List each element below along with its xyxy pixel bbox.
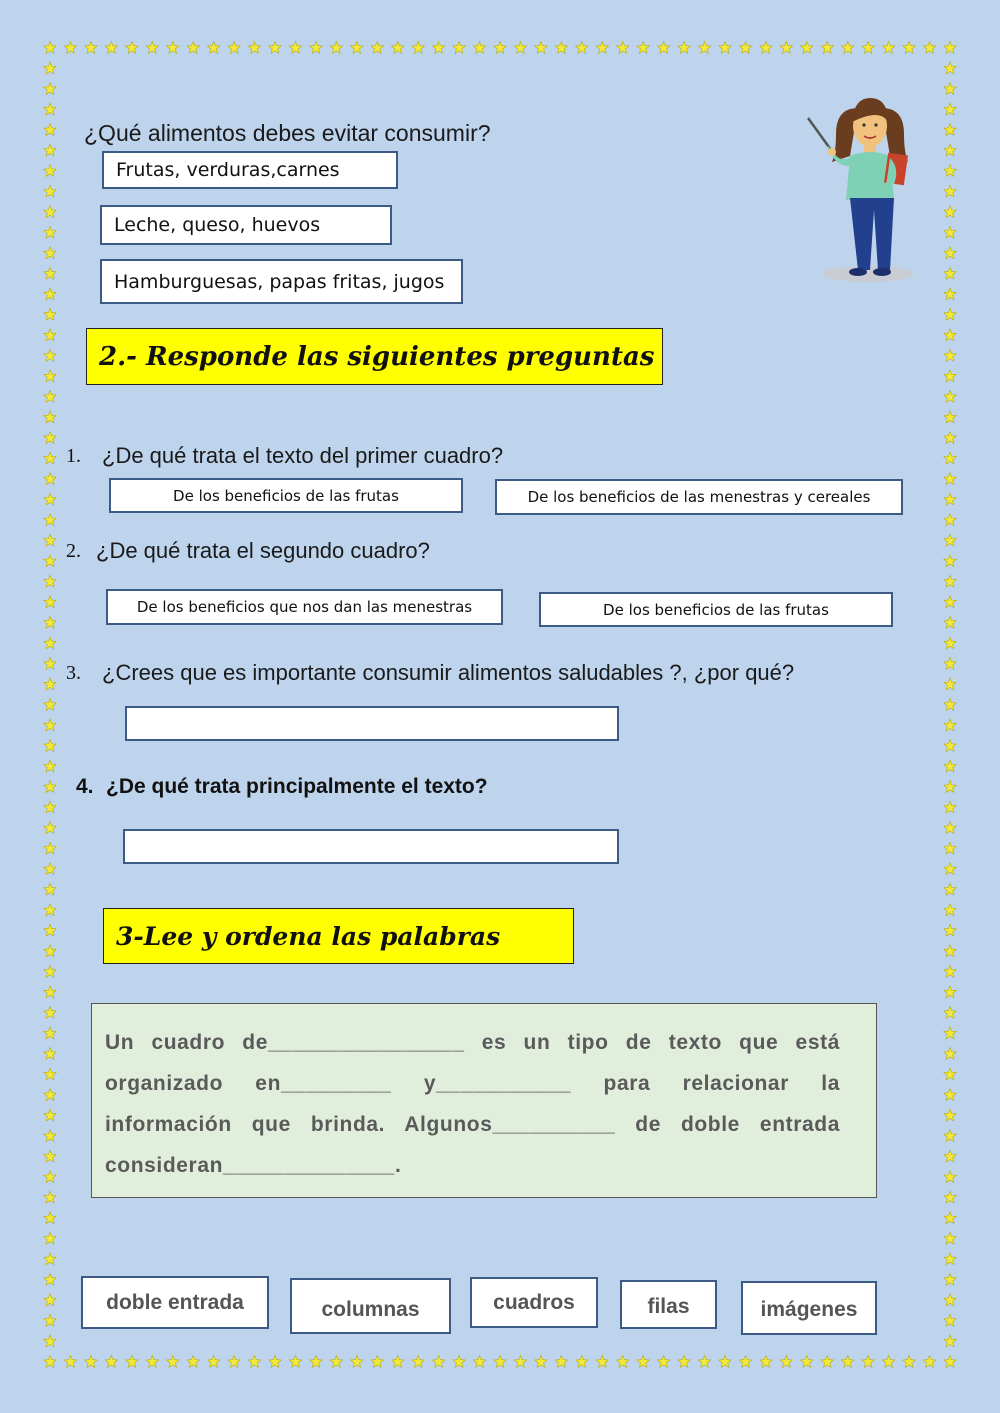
word-chip-imagenes[interactable]: imágenes [741,1281,877,1335]
q2-option-1[interactable]: De los beneficios que nos dan las menestras [106,589,503,625]
word-chip-cuadros[interactable]: cuadros [470,1277,598,1328]
cloze-paragraph [91,1003,877,1198]
q3-text: ¿Crees que es importante consumir alimentos saludables ?, ¿por qué? [102,660,795,685]
q2-text: ¿De qué trata el segundo cuadro? [96,538,430,563]
cloze-blank-5[interactable]: ______________ [223,1154,395,1177]
cloze-blank-4[interactable]: __________ [492,1113,616,1136]
q2-number: 2. [66,540,81,562]
cloze-text-6: . [394,1154,402,1177]
question-avoid-foods: ¿Qué alimentos debes evitar consumir? [84,120,491,146]
cloze-blank-1[interactable]: ________________ [268,1031,465,1054]
cloze-blank-2[interactable]: _________ [281,1072,392,1095]
word-chip-filas[interactable]: filas [620,1280,717,1329]
cloze-text-3: y [391,1072,437,1095]
word-chip-columnas[interactable]: columnas [290,1278,451,1334]
q2-option-2[interactable]: De los beneficios de las frutas [539,592,893,627]
option-avoid-1[interactable]: Frutas, verduras,carnes [102,151,398,189]
option-avoid-3[interactable]: Hamburguesas, papas fritas, jugos [100,259,463,304]
q1-number: 1. [66,445,81,467]
option-avoid-2[interactable]: Leche, queso, huevos [100,205,392,245]
q4-number: 4. [76,775,94,798]
section2-banner: 2.- Responde las siguientes preguntas [86,328,663,385]
cloze-text-4: para relacionar la información que brinda. Algunos [105,1072,840,1136]
word-chip-doble-entrada[interactable]: doble entrada [81,1276,269,1329]
teacher-illustration [800,92,925,287]
section3-banner: 3-Lee y ordena las palabras [103,908,574,964]
cloze-text-5: de doble entrada consideran [105,1113,840,1177]
cloze-text-2: es un tipo de texto que está organizado en [105,1031,840,1095]
q3-number: 3. [66,662,81,684]
q4-text: ¿De qué trata principalmente el texto? [106,775,488,798]
q1-option-1[interactable]: De los beneficios de las frutas [109,478,463,513]
q1-text: ¿De qué trata el texto del primer cuadro? [102,443,504,468]
cloze-blank-3[interactable]: ___________ [436,1072,572,1095]
q1-option-2[interactable]: De los beneficios de las menestras y cereales [495,479,903,515]
q3-answer-field[interactable] [125,706,619,741]
q4-answer-field[interactable] [123,829,619,864]
cloze-text-1: Un cuadro de [105,1031,269,1054]
